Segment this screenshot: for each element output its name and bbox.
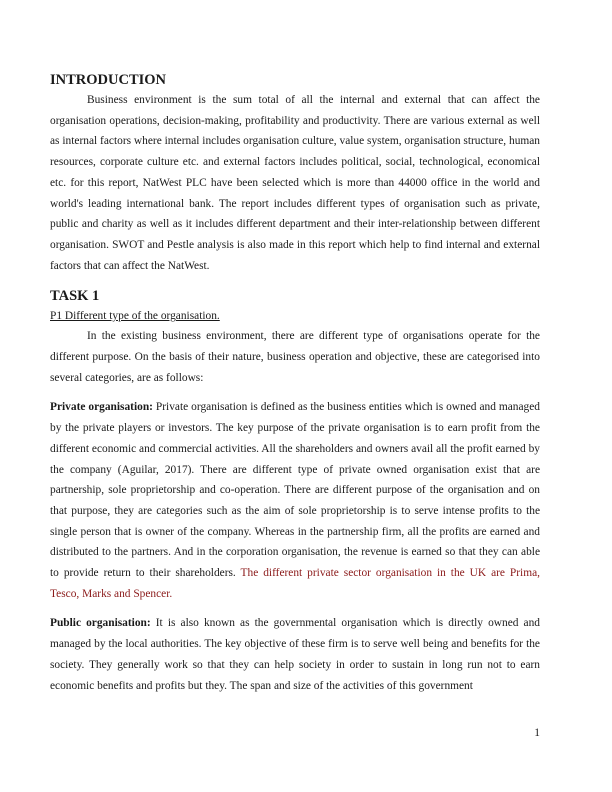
- public-organisation-text: It is also known as the governmental organisation which is directly owned and managed by the local authorities. The key objective of these firm is to serve well being and benefits for the society. They generally work so that they can help society in order to sustain in long run not to earn economic benefits and profits but they. The span and size of the activities of this government: [50, 617, 540, 692]
- page-number: 1: [534, 727, 540, 739]
- page-content: [50, 70, 540, 696]
- task1-paragraph: In the existing business environment, there are different type of organisations operate for the different purpose. On the basis of their nature, business operation and objective, these are categorised into several categories, are as follows:: [50, 330, 540, 384]
- private-organisation-text: Private organisation is defined as the business entities which is owned and managed by the private players or investors. The key purpose of the private organisation is to earn profit from the different economic and commercial activities. All the shareholders and owners avail all the profit earned by the company (Aguilar, 2017). There are different type of private owned organisation exist that are partnership, sole proprietorship and co-operation. There are different purpose of the organisation and on that purpose, they are categories such as the aim of sole proprietorship is to serve intense profits to the single person that is owner of the company. Whereas in the partnership firm, all the profits are earned and distributed to the partners. And in the corporation organisation, the revenue is earned so that they can able to provide return to their shareholders.: [50, 401, 540, 580]
- private-organisation-label: Private organisation:: [50, 401, 153, 414]
- public-organisation-label: Public organisation:: [50, 617, 151, 630]
- introduction-heading: INTRODUCTION: [50, 72, 167, 88]
- introduction-paragraph: Business environment is the sum total of all the internal and external that can affect the organisation operations, decision-making, profitability and productivity. There are various external as well as internal factors where internal includes organisation culture, value system, organisation structure, human resources, corporate culture etc. and external factors includes political, social, technological, economical etc. for this report, NatWest PLC have been selected which is more than 44000 office in the world and world's leading international bank. The report includes different types of organisation such as private, public and charity as well as it includes different department and their inter-relationship between different organisation. SWOT and Pestle analysis is also made in this report which help to find internal and external factors that can affect the NatWest.: [50, 94, 540, 272]
- private-organisation-highlight: The different private sector organisation in the UK are Prima, Tesco, Marks and Spencer.: [50, 567, 540, 600]
- public-organisation-paragraph: [50, 613, 540, 696]
- task1-heading: TASK 1: [50, 288, 100, 305]
- private-organisation-paragraph: [50, 397, 540, 604]
- p1-subheading: P1 Different type of the organisation.: [50, 310, 220, 323]
